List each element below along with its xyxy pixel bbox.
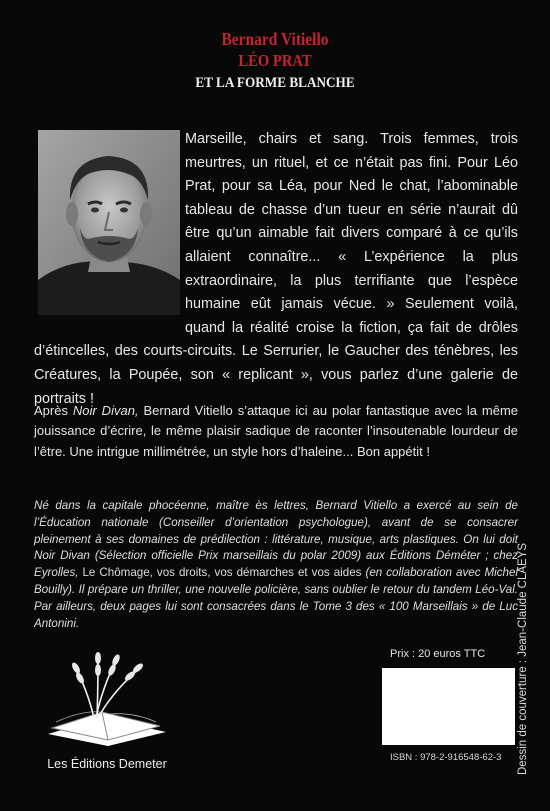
author-name: Bernard Vitiello	[221, 29, 329, 49]
back-cover-blurb	[34, 128, 518, 411]
book-title: LÉO PRAT	[238, 51, 312, 70]
blurb-text: Marseille, chairs et sang. Trois femmes, trois meurtres, un rituel, et ce n’était pas fini. Pour Léo Prat, pour sa Léa, pour Ned le chat, l’abominable tableau de chasse d’un tueur en série n’aurait dû être qu’un aimable fait divers comparé à ce qu’ils allaient connaître... « L’expérience la plus extraordinaire, la plus terrifiante que l’espèce humaine eût jamais vécue. » Seulement voilà, quand la réalité croise la fiction, ça fait de drôles d’étincelles, des courts-circuits. Le Serrurier, le Gaucher des ténèbres, les Créatures, la Poupée, son « replicant », vous parlez d’une galerie de portraits !	[34, 131, 518, 407]
publisher-logo	[42, 648, 172, 748]
cover-illustration-credit: Dessin de couverture : Jean-Claude CLAEYS	[517, 542, 529, 775]
book-reference: Noir Divan,	[72, 403, 139, 418]
author-biography: Né dans la capitale phocéenne, maître ès lettres, Bernard Vitiello a exercé au sein de l’Éducation nationale (Conseiller d’orientation psychologue), avant de se consacrer pleinement à ses domaines de prédilection : littérature, musique, arts plastiques. On lui doit Noir Divan (Sélection officielle Prix marseillais du polar 2009) aux Éditions Déméter ; chez Eyrolles, Le Chômage, vos droits, vos démarches et vos aides (en collaboration avec Michel Bouilly). Il prépare un thriller, une nouvelle policière, sans oublier le retour du tandem Léo-Val. Par ailleurs, deux pages lui sont consacrées dans le Tome 3 des « 100 Marseillais » de Luc Antonini.	[34, 499, 519, 630]
book-reference: Le Chômage, vos droits, vos démarches et vos aides	[82, 566, 362, 580]
book-subtitle: ET LA FORME BLANCHE	[195, 75, 355, 91]
barcode-area	[382, 668, 515, 745]
critique-paragraph: Après Noir Divan, Bernard Vitiello s’attaque ici au polar fantastique avec la même jouissance d’écrire, le même plaisir sadique de raconter l’insoutenable lourdeur de l’être. Une intrigue millimétrée, un style hors d’haleine... Bon appétit !	[34, 403, 518, 459]
publisher-name: Les Éditions Demeter	[47, 757, 167, 771]
isbn-label: ISBN : 978-2-916548-62-3	[390, 752, 502, 763]
price-label: Prix : 20 euros TTC	[390, 648, 486, 660]
cover-header	[0, 28, 550, 93]
